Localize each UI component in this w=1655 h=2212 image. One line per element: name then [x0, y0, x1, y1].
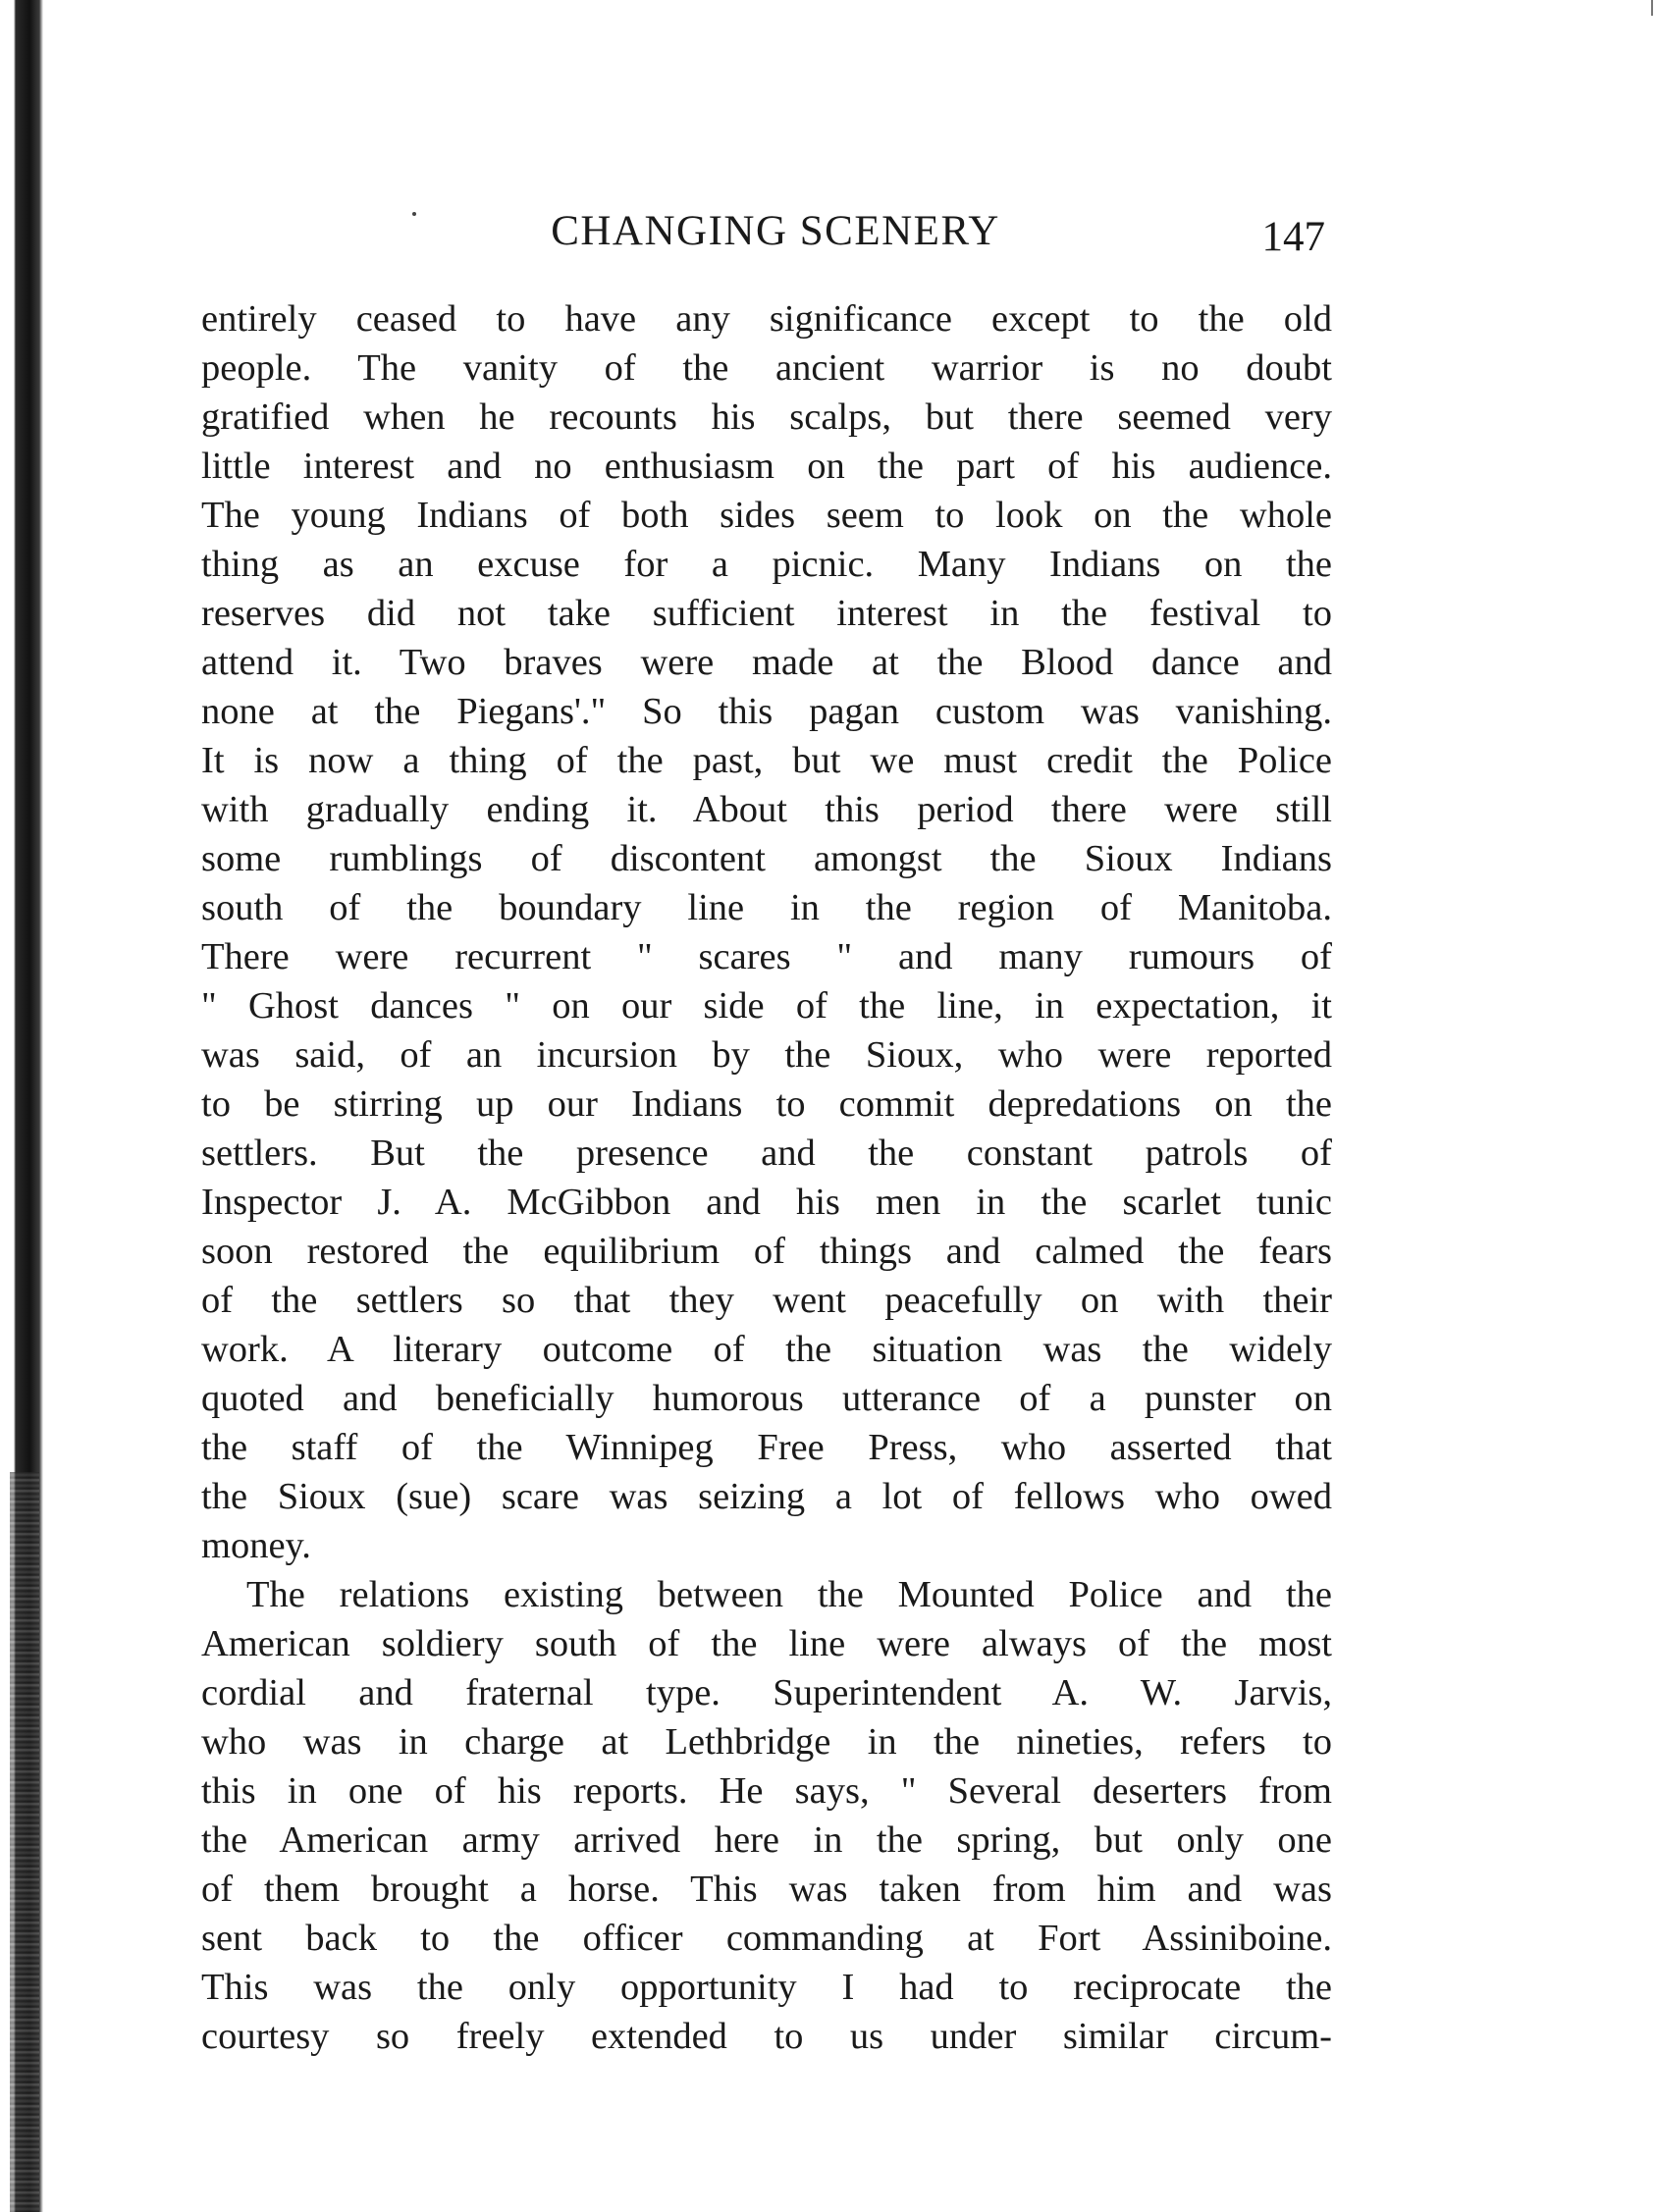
text-line: sent back to the officer commanding at Fort Assiniboine.	[201, 1918, 1332, 1959]
text-line: this in one of his reports. He says, " Several deserters from	[201, 1770, 1332, 1812]
page-number: 147	[1261, 214, 1325, 260]
text-line: the staff of the Winnipeg Free Press, who asserted that	[201, 1427, 1332, 1468]
edge-mark	[1651, 0, 1653, 16]
text-line: quoted and beneficially humorous utterance of a punster on	[201, 1378, 1332, 1419]
text-line: It is now a thing of the past, but we must credit the Police	[201, 740, 1332, 781]
text-line: gratified when he recounts his scalps, but there seemed very	[201, 396, 1332, 438]
text-line: entirely ceased to have any significance except to the old	[201, 298, 1332, 340]
text-line: There were recurrent " scares " and many rumours of	[201, 936, 1332, 977]
text-line: with gradually ending it. About this period there were still	[201, 789, 1332, 830]
text-line: to be stirring up our Indians to commit depredations on the	[201, 1083, 1332, 1125]
text-line: the Sioux (sue) scare was seizing a lot of fellows who owed	[201, 1476, 1332, 1517]
text-line: courtesy so freely extended to us under similar circum-	[201, 2016, 1332, 2057]
text-line: " Ghost dances " on our side of the line, in expectation, it	[201, 985, 1332, 1027]
text-line: The young Indians of both sides seem to look on the whole	[201, 495, 1332, 536]
text-line: cordial and fraternal type. Superintendent A. W. Jarvis,	[201, 1672, 1332, 1713]
text-line: the American army arrived here in the spring, but only one	[201, 1819, 1332, 1861]
text-line: of the settlers so that they went peacefully on with their	[201, 1280, 1332, 1321]
text-line: The relations existing between the Mounted Police and the	[246, 1574, 1332, 1615]
text-line: attend it. Two braves were made at the Blood dance and	[201, 642, 1332, 683]
text-line: money.	[201, 1525, 311, 1566]
text-line: work. A literary outcome of the situation was the widely	[201, 1329, 1332, 1370]
text-line: south of the boundary line in the region of Manitoba.	[201, 887, 1332, 928]
page-binding-edge	[0, 0, 43, 2212]
text-line: some rumblings of discontent amongst the Sioux Indians	[201, 838, 1332, 879]
body-text	[201, 294, 1332, 2061]
running-head: CHANGING SCENERY	[551, 208, 1000, 254]
text-line: little interest and no enthusiasm on the part of his audience.	[201, 446, 1332, 487]
text-line: Inspector J. A. McGibbon and his men in the scarlet tunic	[201, 1182, 1332, 1223]
text-line: reserves did not take sufficient interest in the festival to	[201, 593, 1332, 634]
text-line: soon restored the equilibrium of things and calmed the fears	[201, 1231, 1332, 1272]
text-line: This was the only opportunity I had to reciprocate the	[201, 1967, 1332, 2008]
text-line: of them brought a horse. This was taken from him and was	[201, 1869, 1332, 1910]
page-header	[196, 204, 1335, 273]
text-line: settlers. But the presence and the constant patrols of	[201, 1132, 1332, 1174]
text-line: none at the Piegans'." So this pagan custom was vanishing.	[201, 691, 1332, 732]
text-line: who was in charge at Lethbridge in the nineties, refers to	[201, 1721, 1332, 1763]
text-line: was said, of an incursion by the Sioux, who were reported	[201, 1034, 1332, 1076]
text-line: people. The vanity of the ancient warrior is no doubt	[201, 347, 1332, 389]
text-line: thing as an excuse for a picnic. Many Indians on the	[201, 544, 1332, 585]
text-line: American soldiery south of the line were always of the most	[201, 1623, 1332, 1664]
